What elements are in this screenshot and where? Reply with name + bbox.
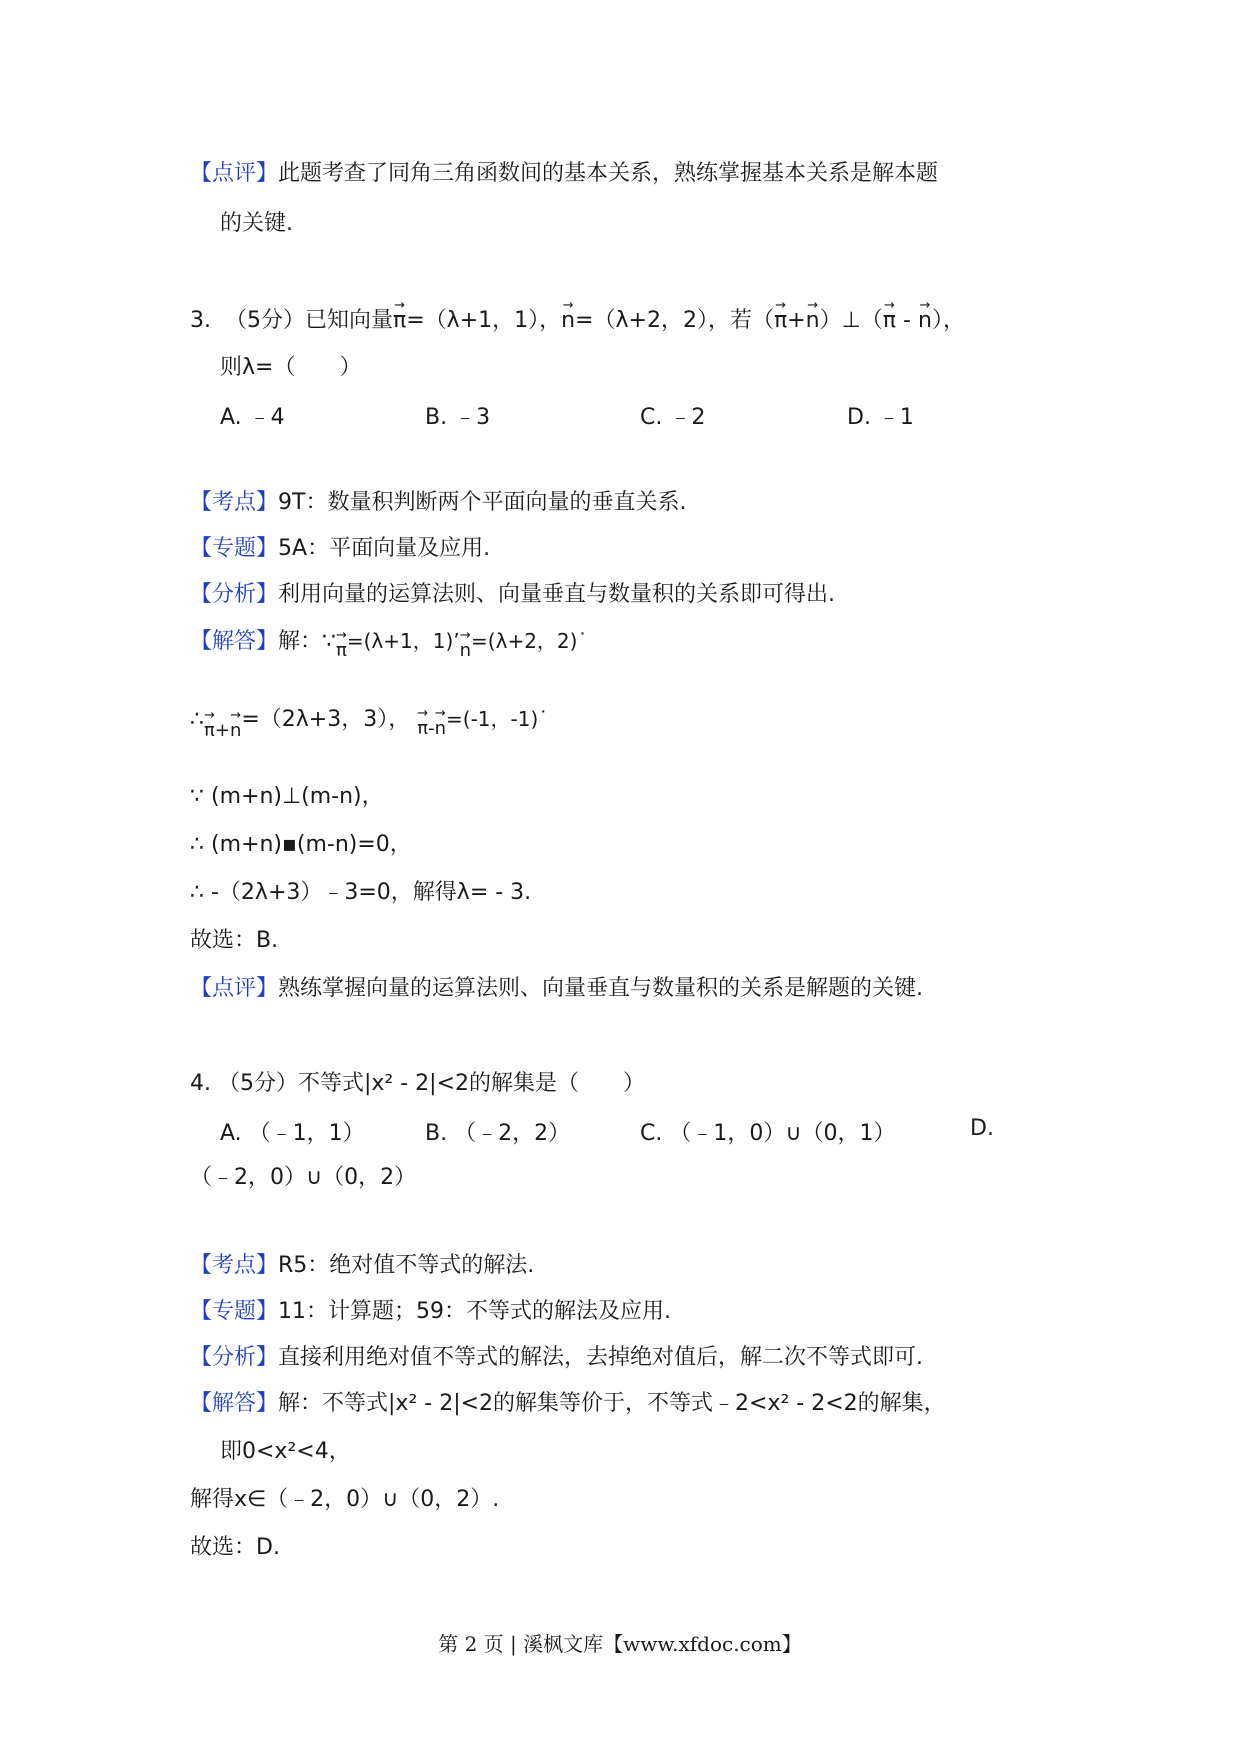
minus-sign: - [428,718,435,739]
q3-jieda [190,625,588,661]
q3-text: =（λ+1，1）， [406,308,562,333]
q3-zhuanti [190,533,490,565]
vector-m: → π [336,633,347,661]
q3-fenxi [190,579,835,611]
vector-n: → n [806,303,820,331]
q4-stem: 4. （5分）不等式|x² - 2|<2的解集是（ ） [190,1071,645,1096]
q4-option-d: D. [970,1116,994,1141]
jieda-tag: 【解答】 [190,629,279,654]
comment-line-2 [220,208,293,240]
jieda-text: =(λ+2，2)˙ [471,629,588,653]
vector-m: → π [204,713,215,741]
kaodian-tag: 【考点】 [190,490,279,515]
q3-text: =（λ+2，2），若（ [575,308,774,333]
q3-step-6: 故选：B. [190,928,279,953]
jieda-text: 解：不等式|x² - 2|<2的解集等价于，不等式﹣2<x² - 2<2的解集， [278,1391,946,1416]
q4-step-4: 故选：D. [190,1535,280,1560]
zhuanti-tag: 【专题】 [190,536,279,561]
zhuanti-text: 5A：平面向量及应用. [278,536,491,561]
vector-m: → π [883,303,896,331]
fenxi-text: 利用向量的运算法则、向量垂直与数量积的关系即可得出. [278,582,836,607]
vector-m: → π [417,711,428,739]
vector-n: → n [561,303,575,331]
vector-m: → π [393,303,406,331]
q3-option-d: D. ﹣1 [847,405,914,430]
q3-stem [190,303,965,337]
q3-text: ）， [931,308,965,333]
q3-kaodian [190,487,686,519]
q3-text: - [896,308,918,333]
q4-option-c: C. （﹣1，0）∪（0，1） [640,1121,896,1146]
q3-step-3: ∵ (m+n)⊥(m-n)， [190,784,384,809]
jieda-text: =(λ+1，1)’ [346,629,460,653]
jieda-text: 解：∵ [278,629,337,654]
q3-text: + [787,308,806,333]
comment-text-cont: 的关键. [220,211,293,236]
zhuanti-text: 11：计算题；59：不等式的解法及应用. [278,1299,671,1324]
q3-step-5: ∴ -（2λ+3）﹣3=0，解得λ= - 3. [190,880,532,905]
kaodian-tag: 【考点】 [190,1253,279,1278]
comment-tag: 【点评】 [190,161,279,186]
q3-step-4: ∴ (m+n)▪(m-n)=0， [190,832,412,857]
comment-line-1 [190,158,938,190]
dianping-tag: 【点评】 [190,976,279,1001]
step-text: =（2λ+3，3）， [241,707,411,732]
q4-fenxi [190,1342,923,1374]
q3-dianping [190,973,923,1005]
q3-step-2 [190,703,549,741]
q4-kaodian [190,1250,534,1282]
jieda-tag: 【解答】 [190,1391,279,1416]
vector-n: → n [435,711,446,739]
comment-text: 此题考查了同角三角函数间的基本关系，熟练掌握基本关系是解本题 [278,161,939,186]
q3-number: 3. [190,308,211,333]
kaodian-text: 9T：数量积判断两个平面向量的垂直关系. [278,490,687,515]
q3-option-b: B. ﹣3 [425,405,491,430]
kaodian-text: R5：绝对值不等式的解法. [278,1253,535,1278]
q3-stem-2: 则λ=（ ） [220,355,362,380]
q3-option-a: A. ﹣4 [220,405,285,430]
vector-n: → n [918,303,932,331]
q3-text: ）⊥（ [819,308,883,333]
q4-jieda [190,1388,946,1420]
vector-m: → π [774,303,787,331]
plus-sign: + [214,720,230,741]
step-text: ∴ [190,707,204,732]
dianping-text: 熟练掌握向量的运算法则、向量垂直与数量积的关系是解题的关键. [278,976,924,1001]
q3-score: （5分）已知向量 [225,308,393,333]
zhuanti-tag: 【专题】 [190,1299,279,1324]
q4-zhuanti [190,1296,671,1328]
fenxi-tag: 【分析】 [190,582,279,607]
fenxi-text: 直接利用绝对值不等式的解法，去掉绝对值后，解二次不等式即可. [278,1345,924,1370]
q4-option-d-cont: （﹣2，0）∪（0，2） [190,1165,417,1190]
q3-option-c: C. ﹣2 [640,405,706,430]
fenxi-tag: 【分析】 [190,1345,279,1370]
q4-jieda-2: 即0<x²<4， [220,1439,351,1464]
q4-option-b: B. （﹣2，2） [425,1121,571,1146]
vector-n: → n [230,713,241,741]
vector-n: → n [460,633,471,661]
q4-option-a: A. （﹣1，1） [220,1121,365,1146]
q4-step-3: 解得x∈（﹣2，0）∪（0，2）. [190,1487,500,1512]
page-footer: 第 2 页 | 溪枫文库【www.xfdoc.com】 [438,1632,802,1656]
step-text: =(-1，-1)˙ [446,707,549,731]
